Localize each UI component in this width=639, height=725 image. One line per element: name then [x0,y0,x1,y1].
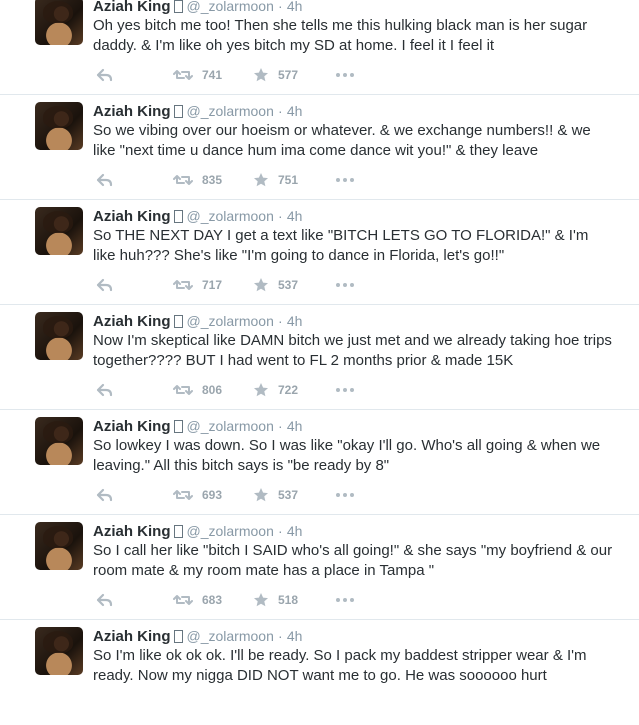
tweet-text: So I call her like "bitch I SAID who's all going!" & she says "my boyfriend & our room mate & my room mate has a place in Tampa " [93,542,617,579]
reply-icon [96,172,113,188]
more-button[interactable] [335,277,355,293]
favorite-count: 577 [278,68,299,82]
retweet-icon [173,172,193,188]
reply-icon [96,277,113,293]
retweet-icon [173,277,193,293]
retweet-button[interactable] [173,67,222,83]
separator: · [278,628,283,644]
author-handle[interactable]: @_zolarmoon [186,0,274,14]
author-handle[interactable]: @_zolarmoon [186,208,274,224]
avatar[interactable] [35,0,83,45]
timestamp[interactable]: 4h [286,418,303,434]
retweet-button[interactable] [173,277,222,293]
tweet-header [93,0,302,16]
more-button[interactable] [335,592,355,608]
star-icon [253,487,269,503]
retweet-button[interactable] [173,487,222,503]
favorite-button[interactable] [253,487,298,503]
badge-icon [174,210,183,223]
author-name[interactable]: Aziah King [93,628,171,645]
reply-icon [96,67,113,83]
retweet-count: 741 [202,68,223,82]
author-name[interactable]: Aziah King [93,418,171,435]
author-name[interactable]: Aziah King [93,523,171,540]
retweet-icon [173,67,193,83]
tweet[interactable] [0,515,639,620]
author-name[interactable]: Aziah King [93,0,171,15]
retweet-icon [173,487,193,503]
timestamp[interactable]: 4h [286,208,303,224]
favorite-button[interactable] [253,382,298,398]
reply-button[interactable] [96,172,113,188]
tweet-text: Now I'm skeptical like DAMN bitch we just met and we already taking hoe trips together???? BUT I had went to FL 2 months prior & made 15K [93,332,617,369]
separator: · [278,418,283,434]
badge-icon [174,315,183,328]
badge-icon [174,420,183,433]
avatar[interactable] [35,627,83,675]
tweet[interactable] [0,620,639,725]
star-icon [253,67,269,83]
favorite-count: 751 [278,173,299,187]
avatar[interactable] [35,312,83,360]
tweet-text: So lowkey I was down. So I was like "okay I'll go. Who's all going & when we leaving." All this bitch says is "be ready by 8" [93,437,605,474]
separator: · [278,208,283,224]
star-icon [253,277,269,293]
author-handle[interactable]: @_zolarmoon [186,418,274,434]
favorite-count: 537 [278,278,299,292]
retweet-button[interactable] [173,382,222,398]
tweet-actions [93,592,393,608]
avatar[interactable] [35,102,83,150]
tweet-header [93,627,302,646]
author-handle[interactable]: @_zolarmoon [186,523,274,539]
tweet-header [93,102,302,121]
tweet-actions [93,382,393,398]
favorite-count: 537 [278,488,299,502]
retweet-count: 835 [202,173,223,187]
more-icon [335,67,355,83]
tweet-text: So I'm like ok ok ok. I'll be ready. So I pack my baddest stripper wear & I'm ready. Now my nigga DID NOT want me to go. He was soooooo hurt [93,647,591,684]
star-icon [253,592,269,608]
author-handle[interactable]: @_zolarmoon [186,313,274,329]
badge-icon [174,525,183,538]
badge-icon [174,0,183,13]
reply-button[interactable] [96,592,113,608]
reply-button[interactable] [96,382,113,398]
retweet-button[interactable] [173,172,222,188]
favorite-button[interactable] [253,277,298,293]
tweet-actions [93,277,393,293]
badge-icon [174,105,183,118]
timestamp[interactable]: 4h [286,0,303,14]
tweet-actions [93,172,393,188]
more-icon [335,382,355,398]
tweet-header [93,207,302,226]
tweet-header [93,522,302,541]
author-name[interactable]: Aziah King [93,313,171,330]
retweet-count: 806 [202,383,223,397]
separator: · [278,0,283,14]
more-button[interactable] [335,67,355,83]
author-handle[interactable]: @_zolarmoon [186,628,274,644]
author-name[interactable]: Aziah King [93,208,171,225]
retweet-icon [173,592,193,608]
timestamp[interactable]: 4h [286,103,303,119]
reply-icon [96,382,113,398]
tweet[interactable] [0,95,639,200]
star-icon [253,382,269,398]
favorite-button[interactable] [253,592,298,608]
avatar[interactable] [35,207,83,255]
separator: · [278,313,283,329]
tweet-header [93,417,302,436]
favorite-button[interactable] [253,67,298,83]
separator: · [278,103,283,119]
tweet[interactable] [0,305,639,410]
more-icon [335,487,355,503]
more-button[interactable] [335,172,355,188]
more-button[interactable] [335,487,355,503]
timestamp[interactable]: 4h [286,523,303,539]
tweet[interactable] [0,0,639,95]
tweet-header [93,312,302,331]
tweet-text: So we vibing over our hoeism or whatever. & we exchange numbers!! & we like "next time u dance hum ima come dance wit you!" & they leave [93,122,595,159]
separator: · [278,523,283,539]
star-icon [253,172,269,188]
retweet-count: 717 [202,278,223,292]
retweet-count: 693 [202,488,223,502]
avatar[interactable] [35,417,83,465]
favorite-button[interactable] [253,172,298,188]
reply-button[interactable] [96,67,113,83]
avatar[interactable] [35,522,83,570]
author-handle[interactable]: @_zolarmoon [186,103,274,119]
more-icon [335,592,355,608]
favorite-count: 722 [278,383,299,397]
tweet[interactable] [0,410,639,515]
tweet-actions [93,487,393,503]
author-name[interactable]: Aziah King [93,103,171,120]
timestamp[interactable]: 4h [286,628,303,644]
reply-icon [96,592,113,608]
tweet[interactable] [0,200,639,305]
more-button[interactable] [335,382,355,398]
badge-icon [174,630,183,643]
reply-button[interactable] [96,487,113,503]
more-icon [335,172,355,188]
favorite-count: 518 [278,593,299,607]
more-icon [335,277,355,293]
reply-icon [96,487,113,503]
timestamp[interactable]: 4h [286,313,303,329]
tweet-text: Oh yes bitch me too! Then she tells me this hulking black man is her sugar daddy. & I'm like oh yes bitch my SD at home. I feel it I feel it [93,17,592,54]
retweet-icon [173,382,193,398]
reply-button[interactable] [96,277,113,293]
retweet-button[interactable] [173,592,222,608]
retweet-count: 683 [202,593,223,607]
tweet-actions [93,67,393,83]
tweet-text: So THE NEXT DAY I get a text like "BITCH LETS GO TO FLORIDA!" & I'm like huh??? She's like "I'm going to dance in Florida, let's go!!" [93,227,593,264]
